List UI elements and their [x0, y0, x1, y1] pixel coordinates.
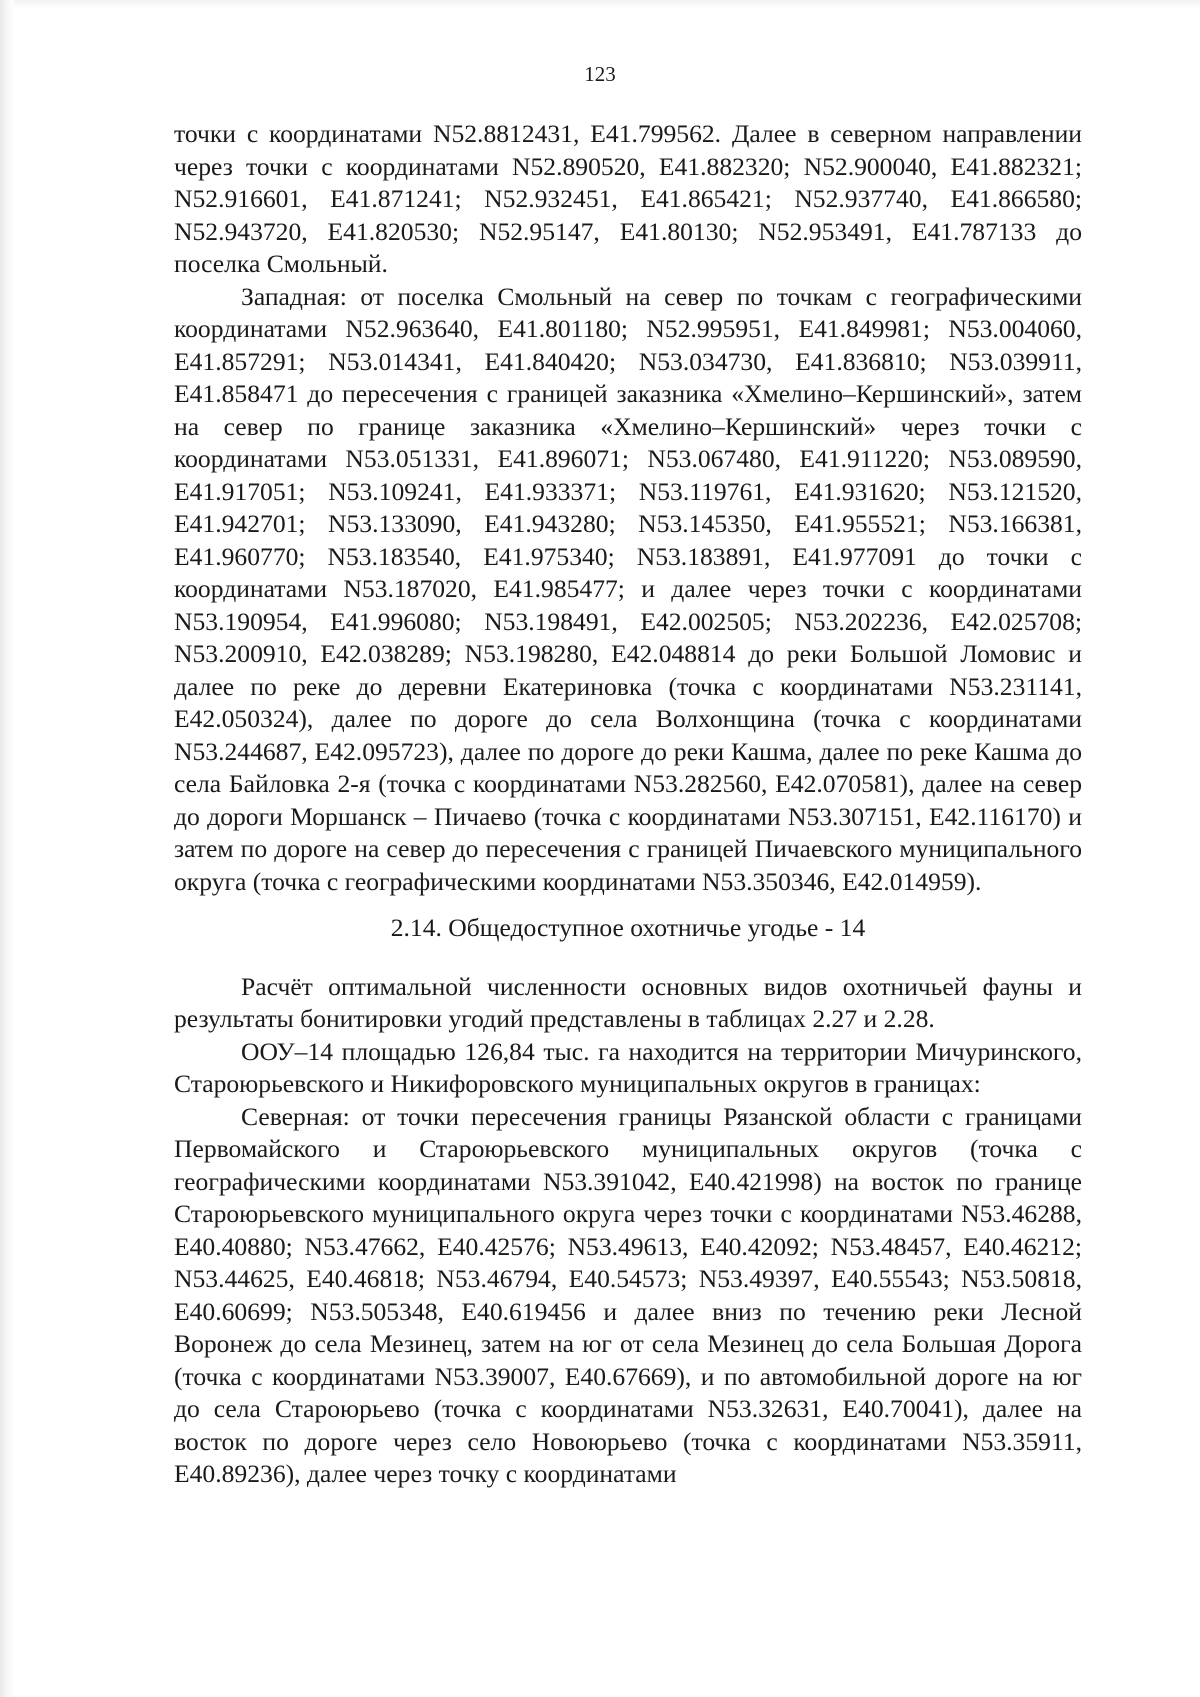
paragraph-western-border: Западная: от поселка Смольный на север по точкам с географическими координатами N52.963640, E41.801180; N52.995951, E41.849981; N53.004060, E41.857291; N53.014341, E41.840420; N53.034730, E41.836810; N53.039911, E41.858471 до пересечения с границей заказника «Хмелино–Кершинский», затем на север по границе заказника «Хмелино–Кершинский» через точки с координатами N53.051331, E41.896071; N53.067480, E41.911220; N53.089590, E41.917051; N53.109241, E41.933371; N53.119761, E41.931620; N53.121520, E41.942701; N53.133090, E41.943280; N53.145350, E41.955521; N53.166381, E41.960770; N53.183540, E41.975340; N53.183891, E41.977091 до точки с координатами N53.187020, E41.985477; и далее через точки с координатами N53.190954, E41.996080; N53.198491, E42.002505; N53.202236, E42.025708; N53.200910, E42.038289; N53.198280, E42.048814 до реки Большой Ломовис и далее по реке до деревни Екатериновка (точка с координатами N53.231141, E42.050324), далее по дороге до села Волхонщина (точка с координатами N53.244687, E42.095723), далее по дороге до реки Кашма, далее по реке Кашма до села Байловка 2-я (точка с координатами N53.282560, E42.070581), далее на север до дороги Моршанск – Пичаево (точка с координатами N53.307151, E42.116170) и затем по дороге на север до пересечения с границей Пичаевского муниципального округа (точка с географическими координатами N53.350346, E42.014959).: [174, 281, 1082, 896]
scan-left-edge: [0, 0, 14, 1697]
paragraph-area: ООУ–14 площадью 126,84 тыс. га находится на территории Мичуринского, Староюрьевского и Никифоровского муниципальных округов в границах:: [174, 1036, 1082, 1098]
document-body: [174, 118, 1082, 1491]
page-number: 123: [584, 62, 616, 86]
paragraph-continuation: точки с координатами N52.8812431, E41.799562. Далее в северном направлении через точки с координатами N52.890520, E41.882320; N52.900040, E41.882321; N52.916601, E41.871241; N52.932451, E41.865421; N52.937740, E41.866580; N52.943720, E41.820530; N52.95147, E41.80130; N52.953491, E41.787133 до поселка Смольный.: [174, 119, 1082, 278]
scan-top-shadow: [0, 0, 1200, 8]
section-heading: 2.14. Общедоступное охотничье угодье - 14: [390, 913, 866, 942]
paragraph-calculation: Расчёт оптимальной численности основных видов охотничьей фауны и результаты бонитировки угодий представлены в таблицах 2.27 и 2.28.: [174, 971, 1082, 1033]
paragraph-northern-border: Северная: от точки пересечения границы Рязанской области с границами Первомайского и Староюрьевского муниципальных округов (точка с географическими координатами N53.391042, E40.421998) на восток по границе Староюрьевского муниципального округа через точки с координатами N53.46288, E40.40880; N53.47662, E40.42576; N53.49613, E40.42092; N53.48457, E40.46212; N53.44625, E40.46818; N53.46794, E40.54573; N53.49397, E40.55543; N53.50818, E40.60699; N53.505348, E40.619456 и далее вниз по течению реки Лесной Воронеж до села Мезинец, затем на юг от села Мезинец до села Большая Дорога (точка с координатами N53.39007, E40.67669), и по автомобильной дороге на юг до села Староюрьево (точка с координатами N53.32631, E40.70041), далее на восток по дороге через село Новоюрьево (точка с координатами N53.35911, E40.89236), далее через точку с координатами: [174, 1101, 1082, 1488]
